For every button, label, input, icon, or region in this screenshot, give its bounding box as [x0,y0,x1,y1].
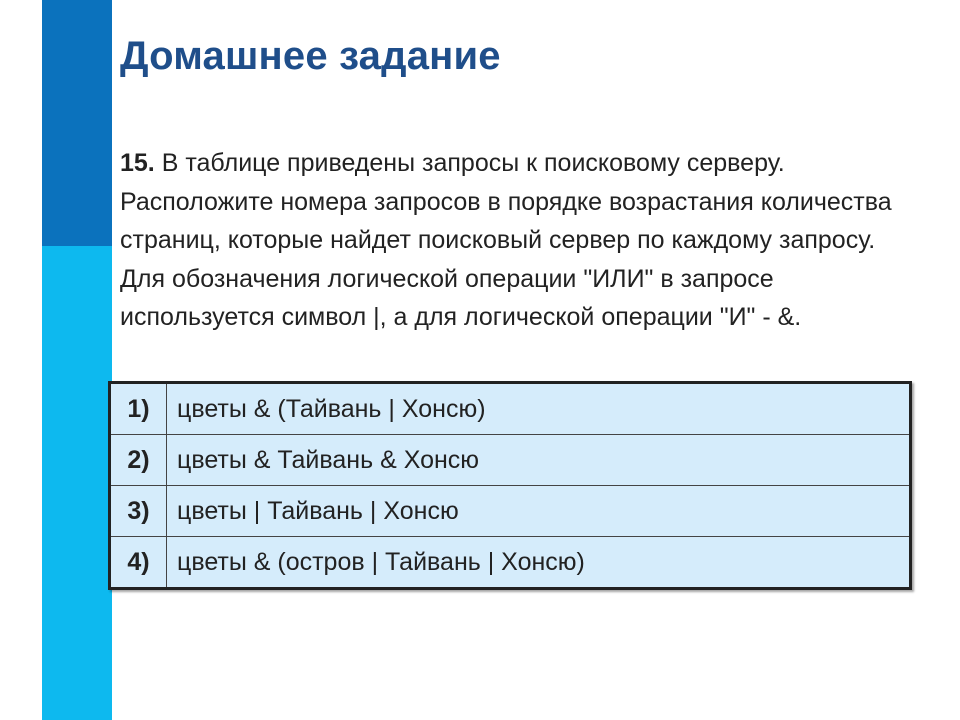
table-row [110,486,911,537]
row-index: 2) [110,435,167,486]
accent-bar-dark [42,0,112,246]
accent-bar-light [42,246,112,720]
row-query: цветы & Тайвань & Хонсю [167,435,911,486]
queries-table [108,381,912,590]
task-note: Для обозначения логической операции "ИЛИ" в запросе используется символ |, а для логической операции "И" - &. [120,264,802,331]
row-index: 4) [110,537,167,589]
table-row [110,537,911,589]
row-query: цветы & (остров | Тайвань | Хонсю) [167,537,911,589]
task-number: 15. [120,149,155,177]
table-row [110,383,911,435]
row-index: 1) [110,383,167,435]
row-index: 3) [110,486,167,537]
task-text [120,144,920,337]
task-statement [120,144,920,260]
task-body: В таблице приведены запросы к поисковому серверу. Расположите номера запросов в порядке возрастания количества страниц, которые найдет поисковый сервер по каждому запросу. [120,149,892,254]
table-row [110,435,911,486]
slide-title: Домашнее задание [120,34,501,78]
row-query: цветы | Тайвань | Хонсю [167,486,911,537]
row-query: цветы & (Тайвань | Хонсю) [167,383,911,435]
